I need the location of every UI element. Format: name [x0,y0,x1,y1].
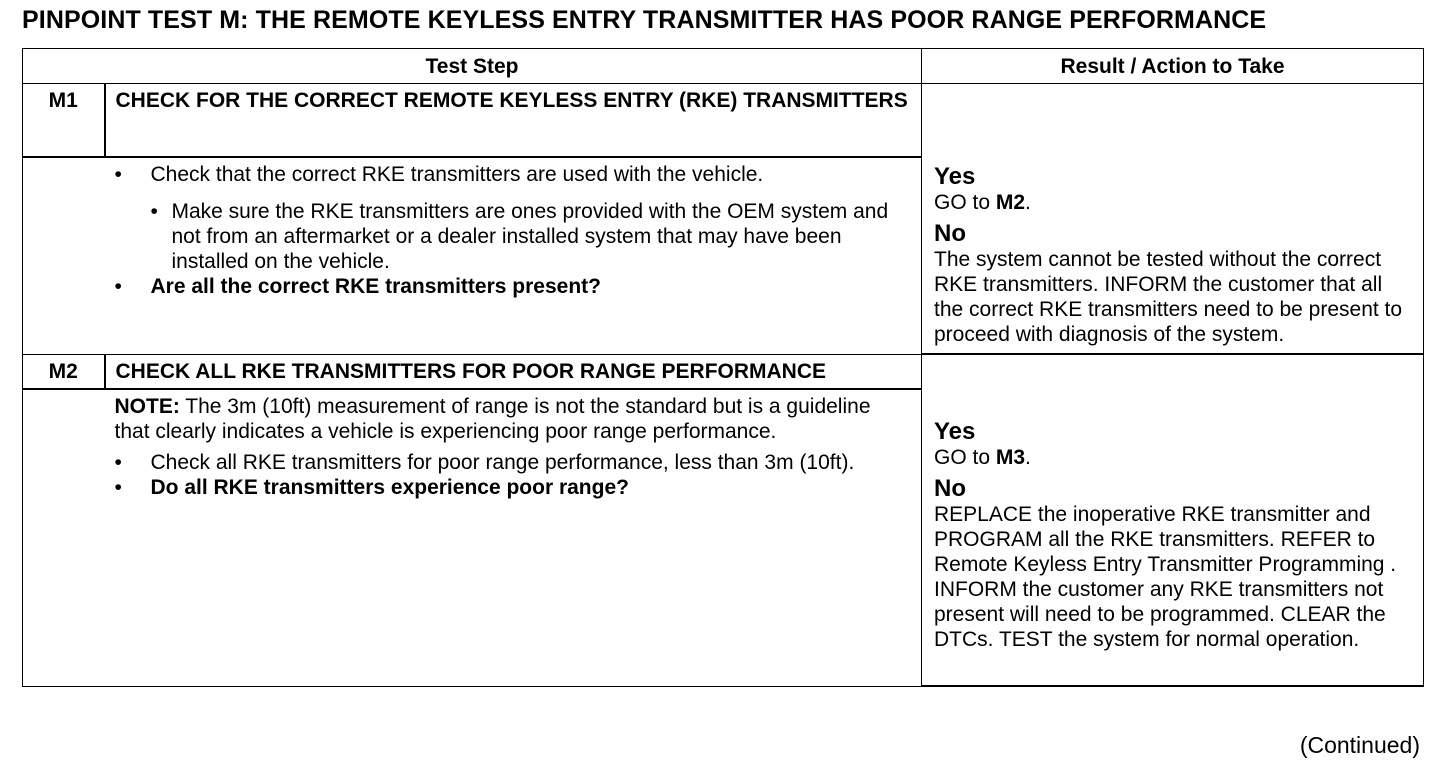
step-heading: CHECK ALL RKE TRANSMITTERS FOR POOR RANGE PERFORMANCE [105,354,922,389]
note-text: The 3m (10ft) measurement of range is not the standard but is a guideline that clearly indicates a vehicle is experiencing poor range performance. [114,394,871,443]
step-code: M1 [23,84,105,157]
yes-action-text: GO to [934,191,996,214]
pinpoint-test-table [22,48,1424,687]
no-label: No [934,475,966,502]
yes-step-ref: M3 [995,446,1026,469]
step-sub-bullet [151,199,912,274]
step-m1-body [105,157,922,355]
step-m2-heading-row [23,354,1424,389]
step-bullet [115,162,912,187]
column-header-test-step: Test Step [23,49,922,84]
step-m2-result [922,354,1424,686]
yes-action-text: GO to [934,446,996,469]
step-m1-heading-row [23,84,1424,157]
bullet-icon: • [150,199,158,223]
question-text: Are all the correct RKE transmitters present? [150,274,601,298]
yes-action: GO to M2. [934,191,1031,214]
step-note [115,394,912,444]
step-question [115,274,912,299]
yes-step-ref: M2 [995,191,1026,214]
step-m1-result [922,84,1424,355]
bullet-icon: • [114,274,122,298]
yes-label: Yes [934,163,976,190]
step-m2-body [105,389,922,687]
bullet-icon: • [114,450,122,474]
table-header-row [23,49,1424,84]
bullet-text: Check that the correct RKE transmitters are used with the vehicle. [150,162,764,186]
step-code: M2 [23,354,105,389]
page-title: PINPOINT TEST M: THE REMOTE KEYLESS ENTRY TRANSMITTER HAS POOR RANGE PERFORMANCE [22,6,1267,34]
column-header-result: Result / Action to Take [922,49,1424,84]
no-action: The system cannot be tested without the correct RKE transmitters. INFORM the customer that all the correct RKE transmitters need to be present to proceed with diagnosis of the system. [934,248,1403,346]
bullet-text: Check all RKE transmitters for poor range performance, less than 3m (10ft). [150,450,855,474]
no-action: REPLACE the inoperative RKE transmitter and PROGRAM all the RKE transmitters. REFER to Remote Keyless Entry Transmitter Programming . [934,503,1397,576]
bullet-icon: • [114,475,122,499]
yes-label: Yes [934,418,976,445]
question-text: Do all RKE transmitters experience poor range? [150,475,629,499]
no-label: No [934,220,966,247]
sub-bullet-text: Make sure the RKE transmitters are ones provided with the OEM system and not from an aftermarket or a dealer installed system that may have been installed on the vehicle. [171,199,889,273]
step-heading: CHECK FOR THE CORRECT REMOTE KEYLESS ENTRY (RKE) TRANSMITTERS [105,84,922,157]
no-action-inform: INFORM the customer any RKE transmitters not present will need to be programmed. CLEAR the DTCs. TEST the system for normal operation. [934,578,1386,651]
step-bullet [115,450,912,475]
step-code-blank [23,389,105,687]
step-question [115,475,912,500]
yes-action: GO to M3. [934,446,1031,469]
step-code-blank [23,157,105,355]
note-label: NOTE: [114,394,180,418]
bullet-icon: • [114,162,122,186]
continued-label: (Continued) [1299,732,1420,758]
